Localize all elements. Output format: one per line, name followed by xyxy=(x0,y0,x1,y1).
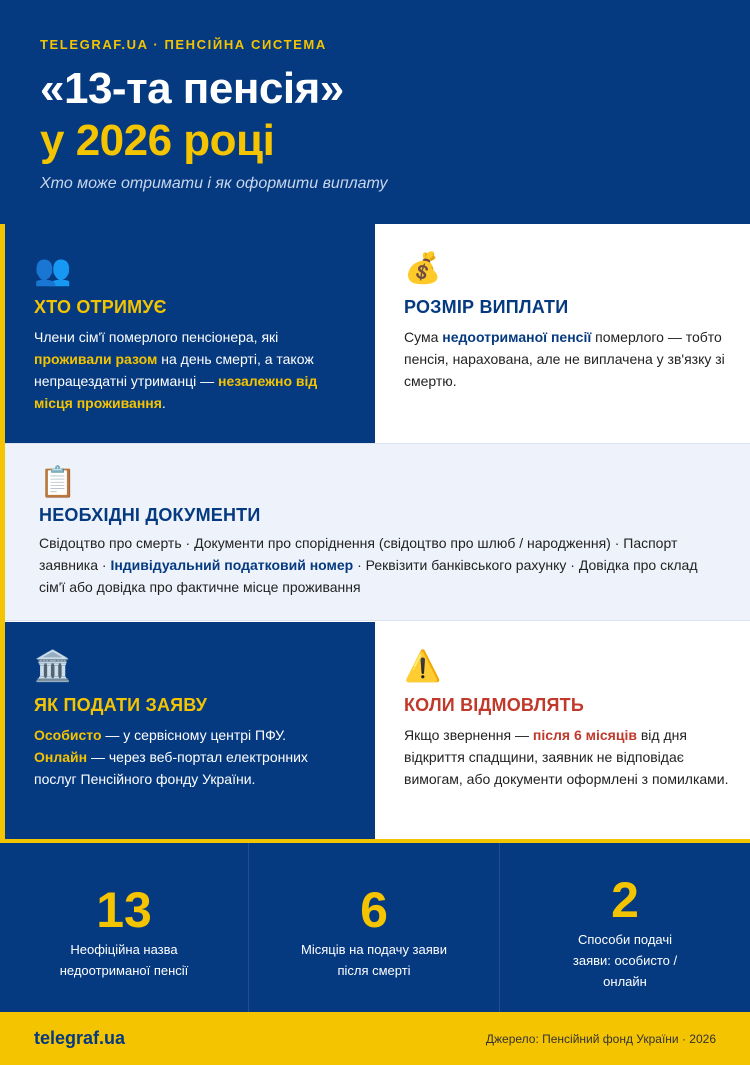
who-receives-text xyxy=(34,326,354,414)
payment-size-text xyxy=(404,326,729,392)
refuse-text-a: Якщо звернення — xyxy=(404,727,533,743)
docs-text-b: · Реквізити банківського рахунку · Довідка про склад сім'ї або довідка про фактичне місце проживання xyxy=(39,557,698,595)
who-text-b: на день смерті, а також непрацездатні утриманці — xyxy=(34,351,314,389)
stat-item xyxy=(249,843,500,1012)
kicker: TELEGRAF.UA · ПЕНСІЙНА СИСТЕМА xyxy=(40,37,327,52)
refusal-panel xyxy=(375,622,750,839)
how-to-apply-panel xyxy=(5,622,375,839)
page-title-line1: «13-та пенсія» xyxy=(40,64,344,113)
footer-source: Джерело: Пенсійний фонд України · 2026 xyxy=(485,1032,716,1046)
who-receives-heading: ХТО ОТРИМУЄ xyxy=(34,297,167,317)
refusal-text xyxy=(404,724,729,790)
who-bold-b: незалежно від місця проживання xyxy=(34,373,318,411)
warning-icon: ⚠️ xyxy=(404,650,442,683)
apply-text-b: — через веб-портал електронних послуг Пенсійного фонду України. xyxy=(34,749,308,787)
stat-value: 2 xyxy=(611,872,639,928)
apply-bold-a: Особисто xyxy=(34,727,102,743)
payment-size-panel xyxy=(375,224,750,443)
payment-size-heading: РОЗМІР ВИПЛАТИ xyxy=(404,297,569,317)
header xyxy=(0,0,750,224)
apply-bold-b: Онлайн xyxy=(34,749,88,765)
refusal-heading: КОЛИ ВІДМОВЛЯТЬ xyxy=(404,695,584,715)
stat-value: 6 xyxy=(360,882,388,938)
size-text-b: померлого — тобто пенсія, нарахована, але не виплачена у зв'язку зі смертю. xyxy=(404,329,725,389)
docs-bold-a: Індивідуальний податковий номер xyxy=(110,557,354,573)
how-to-apply-text xyxy=(34,724,354,790)
stat-label: Способи подачі заяви: особисто / онлайн xyxy=(572,932,678,989)
clipboard-icon: 📋 xyxy=(39,466,77,499)
size-text-a: Сума xyxy=(404,329,443,345)
refuse-bold-a: після 6 місяців xyxy=(532,727,637,743)
people-icon: 👥 xyxy=(34,254,72,287)
who-bold-a: проживали разом xyxy=(34,351,158,367)
documents-text xyxy=(39,532,719,598)
footer-brand: telegraf.ua xyxy=(34,1028,126,1048)
documents-heading: НЕОБХІДНІ ДОКУМЕНТИ xyxy=(39,505,261,525)
who-receives-panel xyxy=(5,224,375,443)
documents-panel xyxy=(5,443,750,621)
stats-band xyxy=(0,839,750,1012)
stat-item xyxy=(500,843,750,1012)
who-text-a: Члени сім'ї померлого пенсіонера, які xyxy=(34,329,279,345)
page-subtitle: Хто може отримати і як оформити виплату xyxy=(40,175,388,192)
bank-building-icon: 🏛️ xyxy=(34,650,72,683)
docs-text-a: Свідоцтво про смерть · Документи про споріднення (свідоцтво про шлюб / народження) · Паспорт заявника · xyxy=(39,535,678,573)
who-text-c: . xyxy=(161,395,166,411)
money-bag-icon: 💰 xyxy=(404,252,442,285)
stat-label: Неофіційна назва недоотриманої пенсії xyxy=(59,942,189,978)
page-title-line2: у 2026 році xyxy=(40,116,275,165)
stat-item xyxy=(0,843,249,1012)
stat-label: Місяців на подачу заяви після смерті xyxy=(301,942,447,978)
refuse-text-b: від дня відкриття спадщини, заявник не відповідає вимогам, або документи оформлені з помилками. xyxy=(404,727,729,787)
apply-text-a: — у сервісному центрі ПФУ. xyxy=(101,727,287,743)
how-to-apply-heading: ЯК ПОДАТИ ЗАЯВУ xyxy=(34,695,208,715)
footer xyxy=(0,1012,750,1065)
stat-value: 13 xyxy=(96,882,152,938)
size-bold-a: недоотриманої пенсії xyxy=(442,329,592,345)
